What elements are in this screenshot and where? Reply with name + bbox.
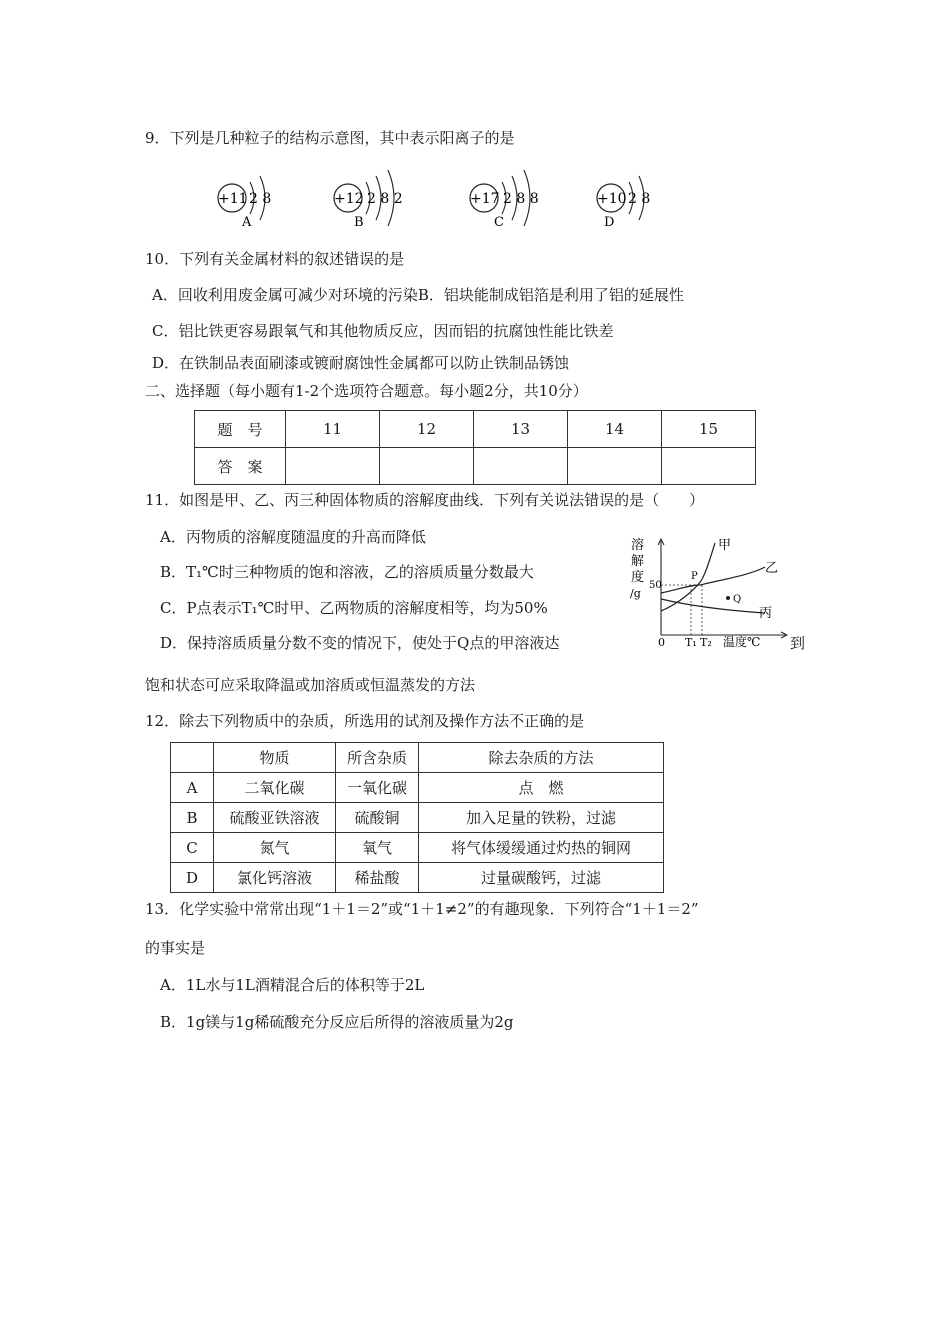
impurity-table-cell: A bbox=[171, 773, 214, 803]
solubility-chart bbox=[625, 535, 815, 660]
impurity-table-row bbox=[171, 833, 664, 863]
answer-cell[interactable] bbox=[380, 448, 474, 485]
impurity-table-cell: 二氧化碳 bbox=[214, 773, 336, 803]
answer-table-number: 13 bbox=[474, 411, 568, 448]
impurity-table-cell: 氯化钙溶液 bbox=[214, 863, 336, 893]
impurity-table-cell: 点 燃 bbox=[419, 773, 664, 803]
section-2-heading: 二、选择题（每小题有1-2个选项符合题意。每小题2分，共10分） bbox=[145, 382, 588, 400]
impurity-table-cell: 一氧化碳 bbox=[336, 773, 419, 803]
impurity-table bbox=[170, 742, 664, 893]
question-13-option-b: B．1g镁与1g稀硫酸充分反应后所得的溶液质量为2g bbox=[160, 1013, 514, 1031]
impurity-table-cell: 过量碳酸钙，过滤 bbox=[419, 863, 664, 893]
question-13-stem: 13．化学实验中常常出现“1＋1＝2”或“1＋1≠2”的有趣现象．下列符合“1＋1＝2” bbox=[145, 900, 699, 918]
answer-table-number-row bbox=[195, 411, 756, 448]
impurity-table-cell: 稀盐酸 bbox=[336, 863, 419, 893]
answer-table-number-label: 题 号 bbox=[195, 411, 286, 448]
answer-table-number: 15 bbox=[662, 411, 756, 448]
chart-ylabel-3: 度 bbox=[631, 570, 645, 585]
atom-diagram-d bbox=[597, 176, 650, 230]
impurity-table-cell: B bbox=[171, 803, 214, 833]
atom-b-label: B bbox=[354, 215, 364, 230]
question-12-stem: 12．除去下列物质中的杂质，所选用的试剂及操作方法不正确的是 bbox=[145, 712, 585, 730]
question-11-option-a: A．丙物质的溶解度随温度的升高而降低 bbox=[160, 528, 426, 546]
chart-x-tick-t1: T₁ bbox=[685, 636, 697, 649]
atom-c-shells: 2 8 8 bbox=[503, 191, 539, 207]
question-11-option-d-tail: 到 bbox=[790, 634, 806, 652]
impurity-table-cell: 将气体缓缓通过灼热的铜网 bbox=[419, 833, 664, 863]
impurity-table-header bbox=[171, 743, 214, 773]
chart-origin-label: 0 bbox=[658, 636, 665, 649]
question-13-stem-cont: 的事实是 bbox=[145, 939, 206, 957]
answer-table-answer-label: 答 案 bbox=[195, 448, 286, 485]
question-9-stem: 9．下列是几种粒子的结构示意图，其中表示阳离子的是 bbox=[145, 129, 515, 147]
chart-ylabel-1: 溶 bbox=[631, 538, 645, 553]
impurity-table-cell: 硫酸亚铁溶液 bbox=[214, 803, 336, 833]
chart-x-tick-t2: T₂ bbox=[700, 636, 712, 649]
answer-cell[interactable] bbox=[568, 448, 662, 485]
question-11-option-d: D．保持溶质质量分数不变的情况下，使处于Q点的甲溶液达 bbox=[160, 634, 560, 652]
question-11-option-c: C．P点表示T₁℃时甲、乙两物质的溶解度相等，均为50% bbox=[160, 599, 548, 617]
impurity-table-header: 所含杂质 bbox=[336, 743, 419, 773]
atom-b-nucleus: +12 bbox=[334, 191, 364, 207]
chart-series-bing bbox=[661, 599, 765, 613]
impurity-table-cell: 加入足量的铁粉，过滤 bbox=[419, 803, 664, 833]
answer-table-answer-row bbox=[195, 448, 756, 485]
impurity-table-header: 物质 bbox=[214, 743, 336, 773]
impurity-table-cell: 硫酸铜 bbox=[336, 803, 419, 833]
chart-series-yi-label: 乙 bbox=[765, 561, 779, 576]
chart-point-q bbox=[726, 596, 730, 600]
atom-a-nucleus: +11 bbox=[218, 191, 248, 207]
impurity-table-cell: D bbox=[171, 863, 214, 893]
atom-a-label: A bbox=[242, 215, 252, 230]
atom-d-label: D bbox=[604, 215, 615, 230]
atom-diagram-c bbox=[470, 170, 539, 230]
answer-table-number: 12 bbox=[380, 411, 474, 448]
question-11-option-b: B．T₁℃时三种物质的饱和溶液，乙的溶质质量分数最大 bbox=[160, 563, 534, 581]
impurity-table-cell: C bbox=[171, 833, 214, 863]
atom-b-shells: 2 8 2 bbox=[367, 191, 403, 207]
impurity-table-cell: 氮气 bbox=[214, 833, 336, 863]
question-13-option-a: A．1L水与1L酒精混合后的体积等于2L bbox=[160, 976, 425, 994]
answer-table-number: 14 bbox=[568, 411, 662, 448]
chart-ylabel-2: 解 bbox=[631, 554, 645, 569]
atom-c-label: C bbox=[494, 215, 504, 230]
chart-xlabel: 温度℃ bbox=[723, 635, 761, 649]
answer-table bbox=[194, 410, 756, 485]
answer-table-number: 11 bbox=[286, 411, 380, 448]
chart-series-jia-label: 甲 bbox=[718, 538, 732, 553]
question-10-option-c: C．铝比铁更容易跟氧气和其他物质反应，因而铝的抗腐蚀性能比铁差 bbox=[152, 322, 614, 340]
question-10-options-ab: A．回收利用废金属可减少对环境的污染B．铝块能制成铝箔是利用了铝的延展性 bbox=[152, 286, 684, 304]
question-10-option-d: D．在铁制品表面刷漆或镀耐腐蚀性金属都可以防止铁制品锈蚀 bbox=[152, 354, 570, 372]
impurity-table-header: 除去杂质的方法 bbox=[419, 743, 664, 773]
impurity-table-row bbox=[171, 863, 664, 893]
answer-cell[interactable] bbox=[662, 448, 756, 485]
atom-diagram-b bbox=[334, 170, 403, 230]
chart-series-bing-label: 丙 bbox=[759, 606, 773, 621]
atom-a-shells: 2 8 bbox=[249, 191, 272, 207]
atom-d-shells: 2 8 bbox=[628, 191, 651, 207]
impurity-table-row bbox=[171, 803, 664, 833]
chart-y-tick-label: 50 bbox=[649, 580, 662, 591]
chart-ylabel-4: /g bbox=[630, 587, 641, 600]
chart-point-q-label: Q bbox=[733, 594, 742, 605]
question-11-stem: 11．如图是甲、乙、丙三种固体物质的溶解度曲线．下列有关说法错误的是（ ） bbox=[145, 491, 705, 509]
atom-diagram-a bbox=[218, 176, 271, 230]
impurity-table-row bbox=[171, 773, 664, 803]
answer-cell[interactable] bbox=[474, 448, 568, 485]
impurity-table-header-row bbox=[171, 743, 664, 773]
question-11-continuation: 饱和状态可应采取降温或加溶质或恒温蒸发的方法 bbox=[145, 676, 476, 694]
impurity-table-cell: 氧气 bbox=[336, 833, 419, 863]
atom-c-nucleus: +17 bbox=[470, 191, 500, 207]
question-10-stem: 10．下列有关金属材料的叙述错误的是 bbox=[145, 250, 405, 268]
chart-point-p-label: P bbox=[691, 571, 698, 582]
atom-structure-diagrams bbox=[0, 170, 950, 240]
answer-cell[interactable] bbox=[286, 448, 380, 485]
chart-series-yi bbox=[661, 567, 765, 593]
atom-d-nucleus: +10 bbox=[597, 191, 627, 207]
